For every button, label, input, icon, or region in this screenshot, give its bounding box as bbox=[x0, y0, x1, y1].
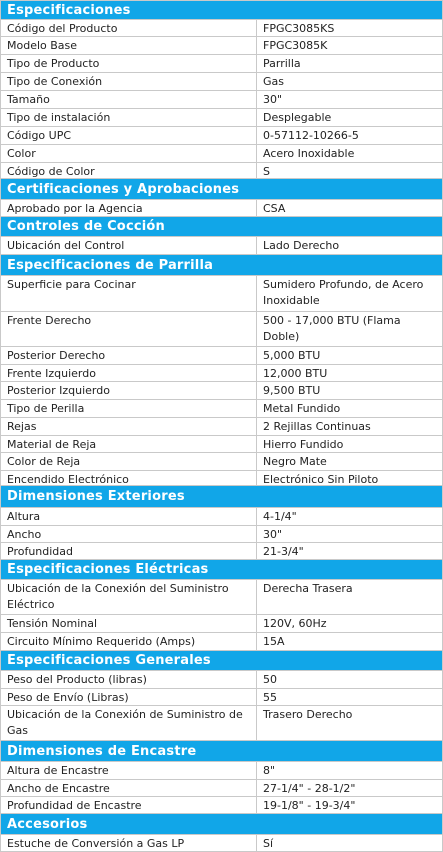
spec-value: Hierro Fundido bbox=[263, 438, 344, 451]
spec-label: Aprobado por la Agencia bbox=[1, 200, 257, 216]
section-header-especificaciones-electricas bbox=[1, 560, 442, 580]
spec-value: 5,000 BTU bbox=[263, 349, 321, 362]
spec-value: Sumidero Profundo, de Acero Inoxidable bbox=[263, 278, 424, 307]
spec-label: Código de Color bbox=[1, 163, 257, 178]
spec-row bbox=[1, 580, 442, 615]
spec-row bbox=[1, 127, 442, 145]
section-title: Especificaciones de Parrilla bbox=[7, 257, 214, 273]
section-header-controles-de-coccion bbox=[1, 217, 442, 237]
spec-row bbox=[1, 671, 442, 689]
spec-row bbox=[1, 471, 442, 486]
spec-value: Negro Mate bbox=[263, 455, 327, 468]
spec-row bbox=[1, 200, 442, 217]
spec-label: Tipo de Conexión bbox=[1, 73, 257, 90]
spec-row bbox=[1, 689, 442, 706]
spec-value: 2 Rejillas Continuas bbox=[263, 420, 371, 433]
spec-value: 8" bbox=[263, 764, 276, 777]
spec-value: Acero Inoxidable bbox=[263, 147, 355, 160]
spec-label: Material de Reja bbox=[1, 436, 257, 452]
section-title: Certificaciones y Aprobaciones bbox=[7, 181, 240, 197]
spec-value: Desplegable bbox=[263, 111, 332, 124]
section-title: Accesorios bbox=[7, 816, 88, 832]
spec-row bbox=[1, 762, 442, 780]
spec-row bbox=[1, 163, 442, 179]
spec-label: Tipo de instalación bbox=[1, 109, 257, 126]
spec-value: Trasero Derecho bbox=[263, 708, 353, 721]
spec-row bbox=[1, 73, 442, 91]
spec-label: Profundidad de Encastre bbox=[1, 797, 257, 813]
spec-row bbox=[1, 312, 442, 347]
spec-label: Posterior Derecho bbox=[1, 347, 257, 364]
spec-value: FPGC3085K bbox=[263, 39, 328, 52]
spec-row bbox=[1, 365, 442, 382]
spec-label: Superficie para Cocinar bbox=[1, 276, 257, 311]
spec-value: 500 - 17,000 BTU (Flama Doble) bbox=[263, 314, 401, 343]
spec-row bbox=[1, 633, 442, 651]
spec-row bbox=[1, 400, 442, 418]
spec-value: 21-3/4" bbox=[263, 545, 304, 558]
spec-label: Ancho bbox=[1, 526, 257, 542]
spec-row bbox=[1, 347, 442, 365]
spec-value: Gas bbox=[263, 75, 284, 88]
spec-label: Modelo Base bbox=[1, 37, 257, 54]
section-header-dimensiones-exteriores bbox=[1, 486, 442, 508]
spec-row bbox=[1, 543, 442, 560]
spec-label: Profundidad bbox=[1, 543, 257, 559]
spec-row bbox=[1, 706, 442, 741]
spec-row bbox=[1, 55, 442, 73]
section-title: Especificaciones Eléctricas bbox=[7, 562, 209, 577]
spec-value: Derecha Trasera bbox=[263, 582, 353, 595]
spec-value: Parrilla bbox=[263, 57, 301, 70]
spec-label: Posterior Izquierdo bbox=[1, 382, 257, 399]
spec-row bbox=[1, 508, 442, 526]
spec-value: Sí bbox=[263, 837, 274, 850]
section-header-especificaciones bbox=[1, 1, 442, 20]
spec-label: Altura bbox=[1, 508, 257, 525]
spec-value: 19-1/8" - 19-3/4" bbox=[263, 799, 356, 812]
spec-value: FPGC3085KS bbox=[263, 22, 335, 35]
spec-row bbox=[1, 797, 442, 814]
spec-value: 120V, 60Hz bbox=[263, 617, 327, 630]
spec-row bbox=[1, 237, 442, 255]
spec-value: Electrónico Sin Piloto bbox=[263, 473, 379, 485]
spec-row bbox=[1, 436, 442, 453]
spec-value: 55 bbox=[263, 691, 277, 704]
spec-label: Ubicación de la Conexión del Suministro Eléctrico bbox=[1, 580, 257, 614]
spec-value: 0-57112-10266-5 bbox=[263, 129, 359, 142]
section-title: Especificaciones bbox=[7, 2, 131, 18]
spec-value: 30" bbox=[263, 93, 283, 106]
spec-row bbox=[1, 835, 442, 852]
spec-value: 9,500 BTU bbox=[263, 384, 321, 397]
spec-label: Color bbox=[1, 145, 257, 162]
spec-label: Tipo de Perilla bbox=[1, 400, 257, 417]
spec-value: 4-1/4" bbox=[263, 510, 297, 523]
spec-label: Circuito Mínimo Requerido (Amps) bbox=[1, 633, 257, 650]
spec-value: 50 bbox=[263, 673, 277, 686]
section-title: Especificaciones Generales bbox=[7, 653, 211, 668]
spec-label: Rejas bbox=[1, 418, 257, 435]
spec-row bbox=[1, 145, 442, 163]
spec-value: 15A bbox=[263, 635, 285, 648]
spec-value: 12,000 BTU bbox=[263, 367, 328, 380]
spec-label: Ancho de Encastre bbox=[1, 780, 257, 796]
spec-label: Encendido Electrónico bbox=[1, 471, 257, 485]
spec-row bbox=[1, 453, 442, 471]
section-title: Dimensiones Exteriores bbox=[7, 489, 185, 504]
spec-value: S bbox=[263, 165, 270, 178]
spec-row bbox=[1, 20, 442, 37]
section-header-certificaciones-y-aprobaciones bbox=[1, 179, 442, 200]
spec-label: Ubicación del Control bbox=[1, 237, 257, 254]
spec-row bbox=[1, 615, 442, 633]
spec-row bbox=[1, 91, 442, 109]
section-header-especificaciones-de-parrilla bbox=[1, 255, 442, 276]
spec-label: Frente Izquierdo bbox=[1, 365, 257, 381]
spec-row bbox=[1, 780, 442, 797]
spec-value: CSA bbox=[263, 202, 286, 215]
section-header-especificaciones-generales bbox=[1, 651, 442, 671]
spec-label: Ubicación de la Conexión de Suministro de Gas bbox=[1, 706, 257, 740]
spec-label: Tensión Nominal bbox=[1, 615, 257, 632]
spec-label: Código del Producto bbox=[1, 20, 257, 36]
spec-row bbox=[1, 109, 442, 127]
spec-row bbox=[1, 37, 442, 55]
spec-label: Peso de Envío (Libras) bbox=[1, 689, 257, 705]
spec-value: 30" bbox=[263, 528, 283, 541]
spec-label: Peso del Producto (libras) bbox=[1, 671, 257, 688]
spec-label: Color de Reja bbox=[1, 453, 257, 470]
spec-label: Altura de Encastre bbox=[1, 762, 257, 779]
spec-row bbox=[1, 276, 442, 312]
spec-row bbox=[1, 526, 442, 543]
spec-row bbox=[1, 418, 442, 436]
section-title: Controles de Cocción bbox=[7, 219, 165, 234]
spec-value: Lado Derecho bbox=[263, 239, 340, 252]
section-header-dimensiones-de-encastre bbox=[1, 741, 442, 762]
spec-label: Estuche de Conversión a Gas LP bbox=[1, 835, 257, 851]
spec-value: 27-1/4" - 28-1/2" bbox=[263, 782, 356, 795]
spec-label: Código UPC bbox=[1, 127, 257, 144]
section-header-accesorios bbox=[1, 814, 442, 835]
spec-label: Tipo de Producto bbox=[1, 55, 257, 72]
spec-label: Frente Derecho bbox=[1, 312, 257, 346]
spec-label: Tamaño bbox=[1, 91, 257, 108]
spec-row bbox=[1, 382, 442, 400]
spec-value: Metal Fundido bbox=[263, 402, 341, 415]
section-title: Dimensiones de Encastre bbox=[7, 743, 197, 759]
